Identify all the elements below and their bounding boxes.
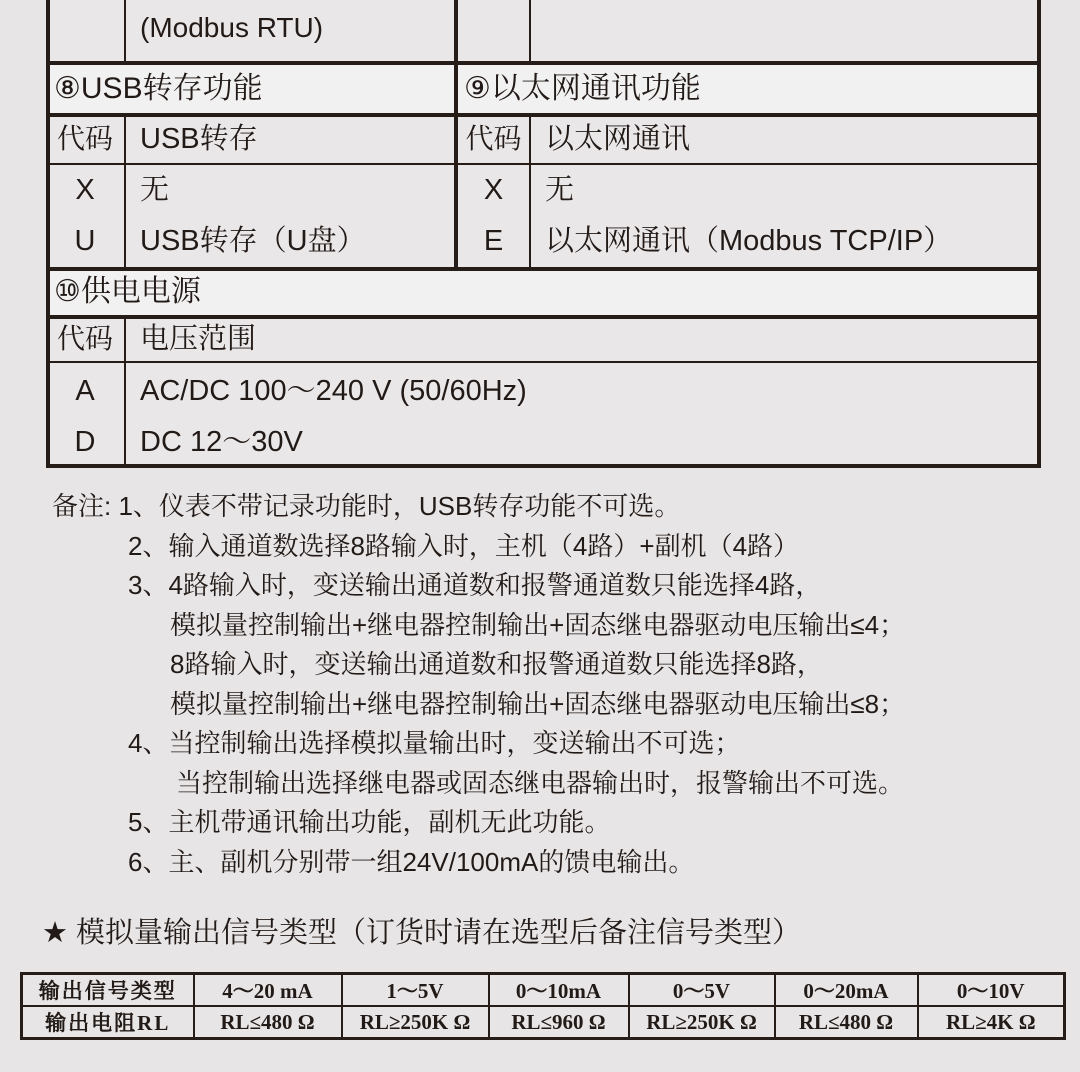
divider (46, 361, 1041, 363)
section-9-code-header: 代码 (465, 123, 522, 154)
resistance-cell: RL≤480 Ω (775, 1006, 918, 1039)
signal-type-cell: 0～20mA (775, 974, 918, 1007)
section-8-desc-header: USB转存 (140, 122, 258, 155)
resistance-cell: RL≤480 Ω (194, 1006, 342, 1039)
ethernet-row-x-code: X (483, 174, 504, 206)
divider (46, 163, 1041, 165)
remark-line: 模拟量控制输出+继电器控制输出+固态继电器驱动电压输出≤4； (170, 609, 906, 640)
section-8-title: ⑧USB转存功能 (54, 72, 263, 105)
section-10-code-header: 代码 (56, 323, 113, 354)
section-9-desc-header: 以太网通讯 (545, 122, 691, 155)
remark-line: 5、主机带通讯输出功能，副机无此功能。 (128, 807, 611, 837)
resistance-cell: RL≥250K Ω (629, 1006, 775, 1039)
remark-line: 8路输入时，变送输出通道数和报警通道数只能选择8路， (170, 649, 823, 679)
usb-row-x-code: X (75, 174, 95, 206)
remark-line: 模拟量控制输出+继电器控制输出+固态继电器驱动电压输出≤8； (170, 688, 906, 719)
divider (124, 116, 126, 270)
remarks-block (0, 487, 1080, 882)
resistance-cell: RL≤960 Ω (489, 1006, 629, 1039)
remark-line: 当控制输出选择继电器或固态继电器输出时，报警输出不可选。 (176, 767, 905, 798)
section-8-code-header: 代码 (56, 123, 113, 154)
resistance-cell: RL≥250K Ω (342, 1006, 489, 1039)
signal-type-header-cell: 输出信号类型 (22, 974, 194, 1007)
divider (124, 318, 126, 468)
signal-type-cell: 4～20 mA (194, 974, 342, 1007)
analog-output-signal-heading: ★ 模拟量输出信号类型（订货时请在选型后备注信号类型） (42, 917, 802, 949)
divider (529, 0, 531, 64)
section-9-title: ⑨以太网通讯功能 (464, 72, 701, 105)
remark-line: 6、主、副机分别带一组24V/100mA的馈电输出。 (128, 846, 695, 877)
remark-line: 2、输入通道数选择8路输入时，主机（4路）+副机（4路） (128, 530, 800, 561)
signal-type-row (22, 974, 1065, 1007)
power-row-a-desc: AC/DC 100～240 V (50/60Hz) (140, 374, 527, 407)
divider (529, 116, 531, 270)
signal-type-cell: 0～10V (918, 974, 1065, 1007)
remark-line: 3、4路输入时，变送输出通道数和报警通道数只能选择4路， (128, 570, 822, 600)
divider (1037, 0, 1041, 468)
usb-row-x-desc: 无 (140, 174, 170, 206)
signal-type-cell: 1～5V (342, 974, 489, 1007)
signal-type-cell: 0～10mA (489, 974, 629, 1007)
section-10-desc-header: 电压范围 (140, 322, 257, 355)
usb-row-u-code: U (74, 225, 96, 257)
remark-line: 4、当控制输出选择模拟量输出时，变送输出不可选； (128, 728, 741, 758)
power-row-d-code: D (74, 425, 96, 458)
remark-line: 备注: 1、仪表不带记录功能时，USB转存功能不可选。 (52, 491, 681, 521)
ethernet-row-x-desc: 无 (545, 174, 575, 206)
ethernet-row-e-desc: 以太网通讯（Modbus TCP/IP） (545, 225, 953, 257)
resistance-cell: RL≥4K Ω (918, 1006, 1065, 1039)
signal-type-cell: 0～5V (629, 974, 775, 1007)
divider (124, 0, 126, 64)
section-10-title: ⑩供电电源 (54, 274, 201, 308)
power-row-a-code: A (75, 374, 95, 407)
continued-cell-modbus-rtu: (Modbus RTU) (140, 12, 324, 43)
output-resistance-row (22, 1006, 1065, 1039)
usb-row-u-desc: USB转存（U盘） (140, 225, 366, 257)
ethernet-row-e-code: E (483, 225, 504, 257)
resistance-header-cell: 输出电阻RL (22, 1006, 194, 1039)
signal-type-table (20, 972, 1066, 1040)
power-row-d-desc: DC 12～30V (140, 425, 303, 458)
